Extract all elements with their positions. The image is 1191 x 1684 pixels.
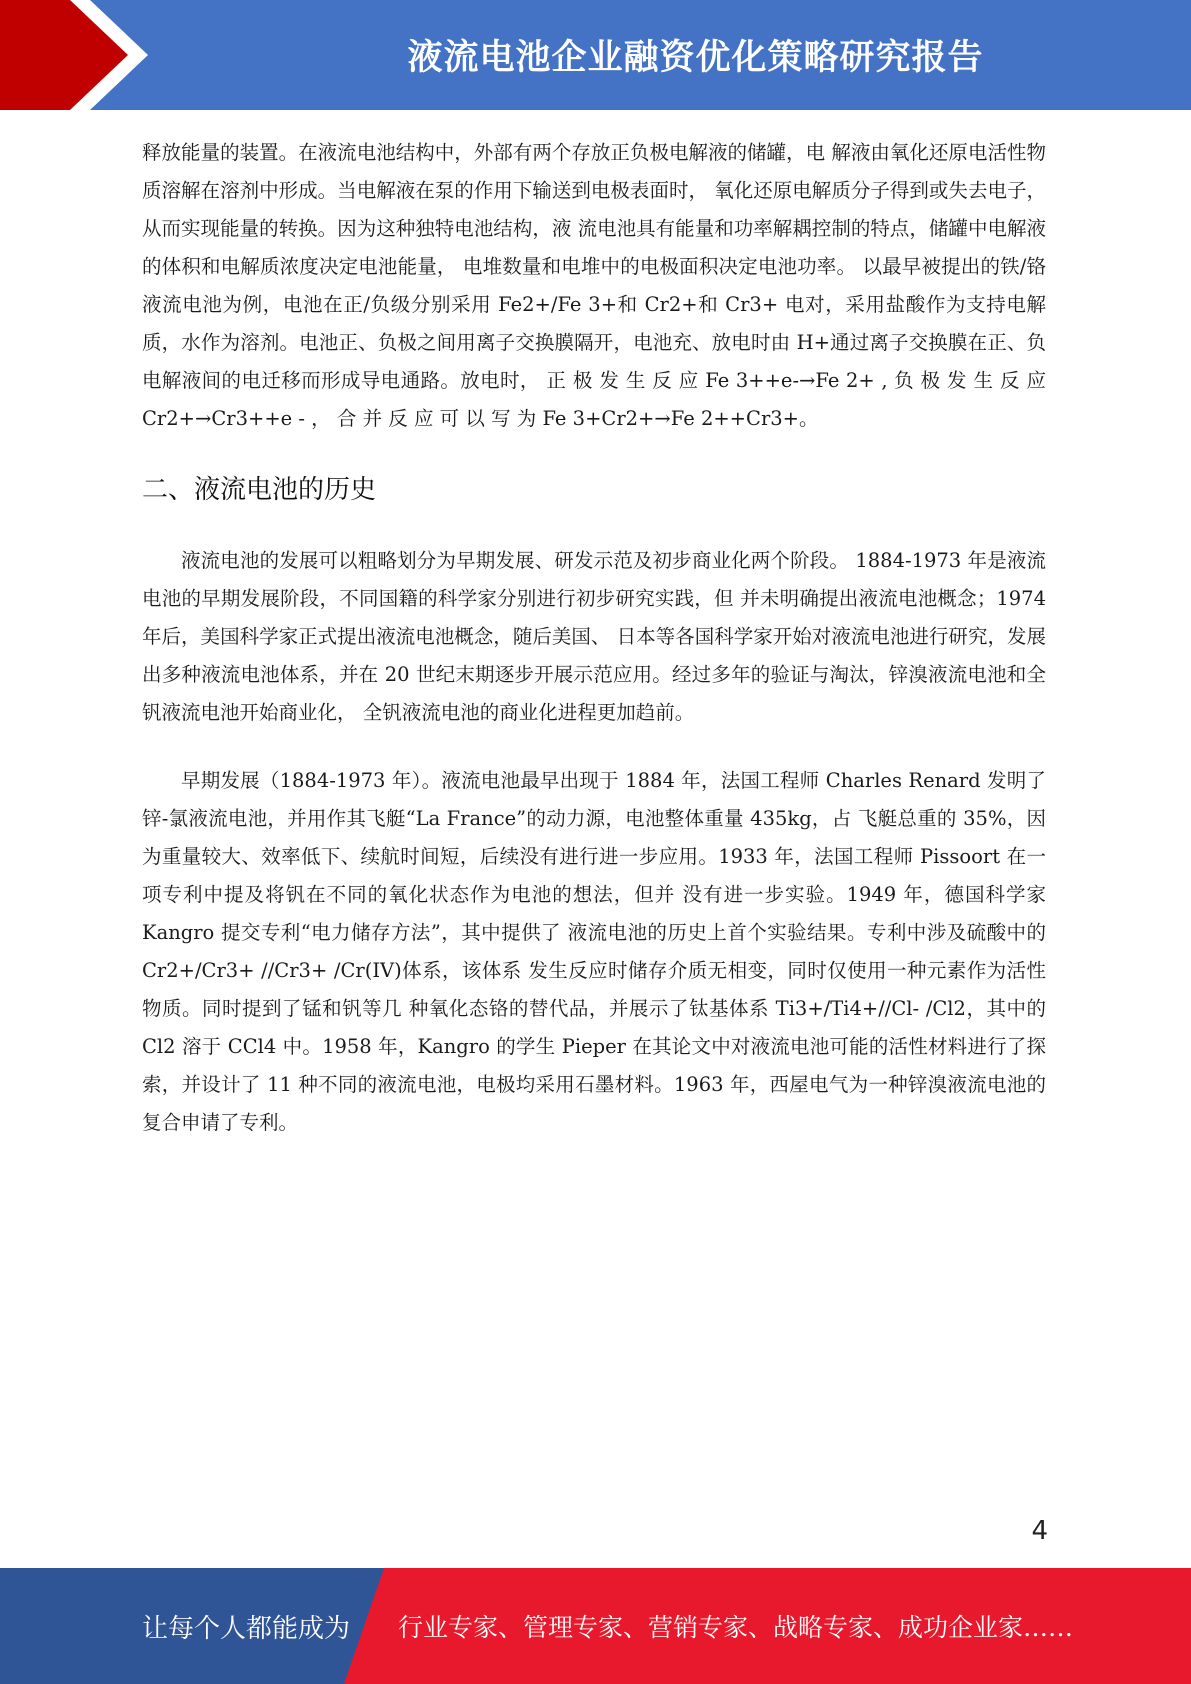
page-footer: [0, 1568, 1191, 1684]
paragraph-spacer: [142, 732, 1046, 762]
body-paragraph-1: 释放能量的装置。在液流电池结构中，外部有两个存放正负极电解液的储罐，电 解液由氧化还原电活性物质溶解在溶剂中形成。当电解液在泵的作用下输送到电极表面时， 氧化还原电解质分子得到或失去电子，从而实现能量的转换。因为这种独特电池结构，液 流电池具有能量和功率解耦控制的特点，储罐中电解液的体积和电解质浓度决定电池能量， 电堆数量和电堆中的电极面积决定电池功率。 以最早被提出的铁/铬液流电池为例，电池在正/负级分别采用 Fe2+/Fe 3+和 Cr2+和 Cr3+ 电对，采用盐酸作为支持电解质，水作为溶剂。电池正、负极之间用离子交换膜隔开，电池充、放电时由 H+通过离子交换膜在正、负电解液间的电迁移而形成导电通路。放电时， 正 极 发 生 反 应 Fe 3++e-→Fe 2+ , 负 极 发 生 反 应 Cr2+→Cr3++e - ， 合 并 反 应 可 以 写 为 Fe 3+Cr2+→Fe 2++Cr3+。: [142, 141, 1046, 430]
page-number: 4: [1031, 1516, 1048, 1546]
footer-slogan-left: 让每个人都能成为: [142, 1613, 351, 1644]
footer-slogan-right: 行业专家、管理专家、营销专家、战略专家、成功企业家……: [398, 1613, 1074, 1642]
body-paragraph-3: 早期发展（1884-1973 年）。液流电池最早出现于 1884 年，法国工程师 Charles Renard 发明了锌-氯液流电池，并用作其飞艇“La France”的动力源，电池整体重量 435kg，占 飞艇总重的 35%，因为重量较大、效率低下、续航时间短，后续没有进行进一步应用。1933 年，法国工程师 Pissoort 在一项专利中提及将钒在不同的氧化状态作为电池的想法，但并 没有进一步实验。1949 年，德国科学家 Kangro 提交专利“电力储存方法”，其中提供了 液流电池的历史上首个实验结果。专利中涉及硫酸中的 Cr2+/Cr3+ //Cr3+ /Cr(IV)体系，该体系 发生反应时储存介质无相变，同时仅使用一种元素作为活性物质。同时提到了锰和钒等几 种氧化态铬的替代品，并展示了钛基体系 Ti3+/Ti4+//Cl- /Cl2，其中的 Cl2 溶于 CCl4 中。1958 年，Kangro 的学生 Pieper 在其论文中对液流电池可能的活性材料进行了探索，并设计了 11 种不同的液流电池，电极均采用石墨材料。1963 年，西屋电气为一种锌溴液流电池的 复合申请了专利。: [142, 769, 1046, 1134]
report-title: 液流电池企业融资优化策略研究报告: [407, 38, 984, 78]
body-paragraph-2: 液流电池的发展可以粗略划分为早期发展、研发示范及初步商业化两个阶段。 1884-1973 年是液流电池的早期发展阶段，不同国籍的科学家分别进行初步研究实践，但 并未明确提出液流电池概念；1974 年后，美国科学家正式提出液流电池概念，随后美国、 日本等各国科学家开始对液流电池进行研究，发展出多种液流电池体系，并在 20 世纪末期逐步开展示范应用。经过多年的验证与淘汰，锌溴液流电池和全钒液流电池开始商业化， 全钒液流电池的商业化进程更加趋前。: [142, 549, 1046, 724]
section-heading: 二、液流电池的历史: [142, 475, 377, 505]
main-content: [142, 134, 1046, 1142]
page-header: [0, 0, 1191, 110]
